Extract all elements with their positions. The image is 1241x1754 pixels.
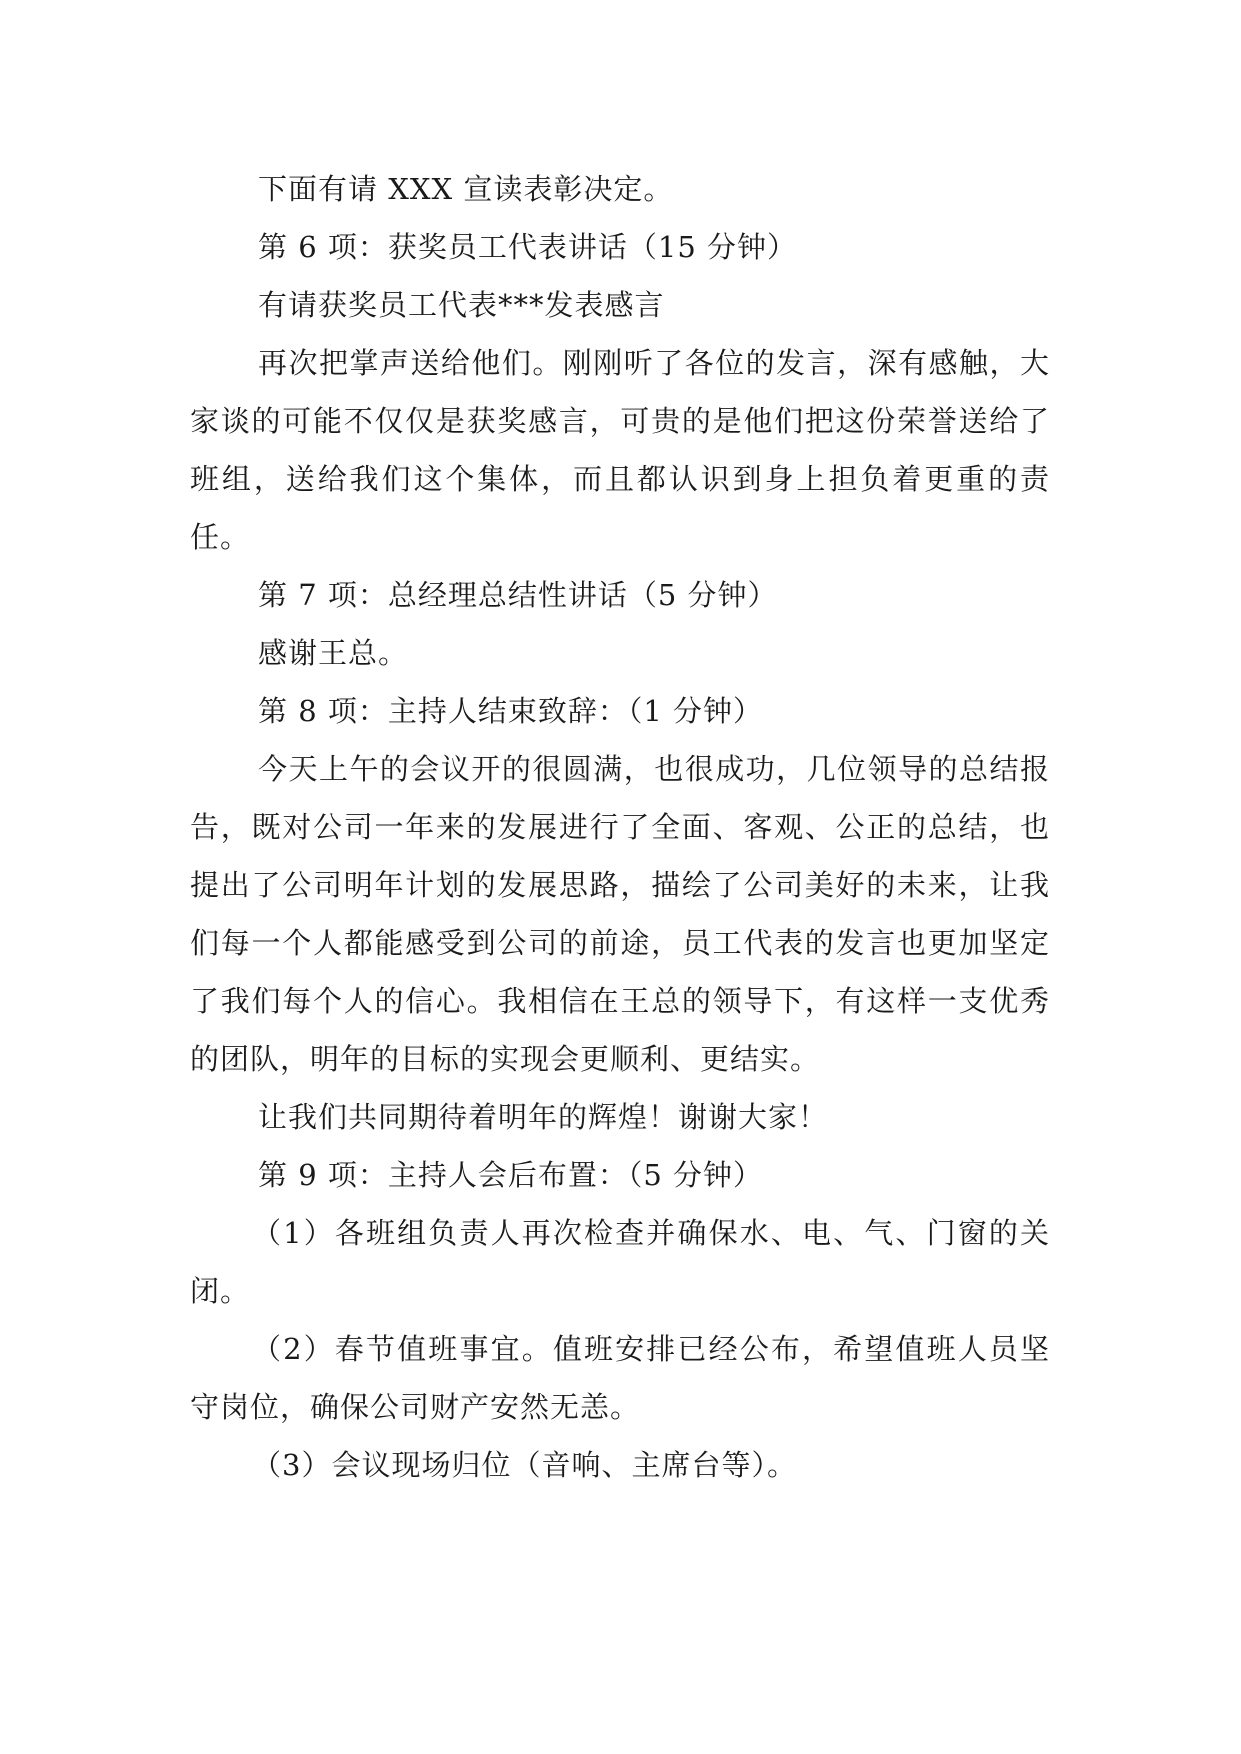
list-item-3: （3）会议现场归位（音响、主席台等）。 bbox=[252, 1448, 797, 1482]
list-item-2: （2）春节值班事宜。值班安排已经公布，希望值班人员坚守岗位，确保公司财产安然无恙。 bbox=[190, 1332, 1050, 1424]
agenda-item-8: 第 8 项：主持人结束致辞：（1 分钟） bbox=[258, 694, 764, 728]
agenda-item-6: 第 6 项：获奖员工代表讲话（15 分钟） bbox=[258, 230, 798, 264]
document-page bbox=[190, 160, 1050, 1494]
agenda-item-7: 第 7 项：总经理总结性讲话（5 分钟） bbox=[258, 578, 778, 612]
paragraph-announcement: 下面有请 XXX 宣读表彰决定。 bbox=[258, 172, 674, 206]
paragraph-applause: 再次把掌声送给他们。刚刚听了各位的发言，深有感触，大家谈的可能不仅仅是获奖感言，可贵的是他们把这份荣誉送给了班组，送给我们这个集体，而且都认识到身上担负着更重的责任。 bbox=[190, 346, 1050, 554]
paragraph-thanks: 感谢王总。 bbox=[258, 636, 409, 670]
paragraph-invite-speaker: 有请获奖员工代表***发表感言 bbox=[258, 288, 665, 322]
paragraph-looking-forward: 让我们共同期待着明年的辉煌！谢谢大家！ bbox=[258, 1100, 829, 1134]
agenda-item-9: 第 9 项：主持人会后布置：（5 分钟） bbox=[258, 1158, 764, 1192]
list-item-1: （1）各班组负责人再次检查并确保水、电、气、门窗的关闭。 bbox=[190, 1216, 1050, 1308]
paragraph-closing-speech: 今天上午的会议开的很圆满，也很成功，几位领导的总结报告，既对公司一年来的发展进行了全面、客观、公正的总结，也提出了公司明年计划的发展思路，描绘了公司美好的未来，让我们每一个人都能感受到公司的前途，员工代表的发言也更加坚定了我们每个人的信心。我相信在王总的领导下，有这样一支优秀的团队，明年的目标的实现会更顺利、更结实。 bbox=[190, 752, 1050, 1076]
